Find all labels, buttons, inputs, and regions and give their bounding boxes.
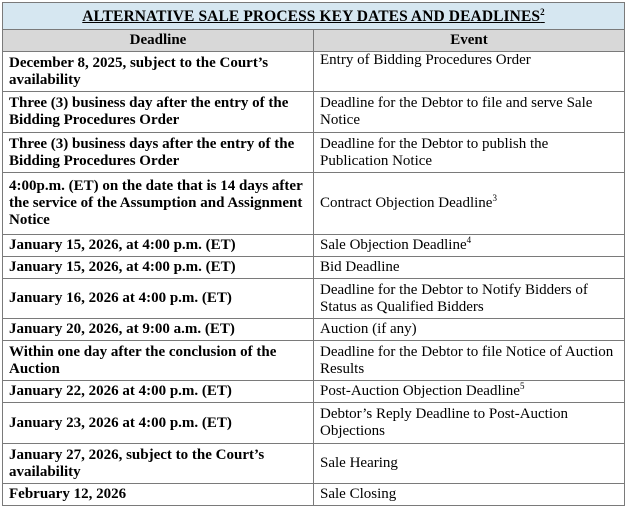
key-dates-table	[2, 2, 625, 506]
table-row	[3, 319, 625, 341]
event-cell	[314, 52, 625, 92]
event-text: Deadline for the Debtor to Notify Bidders of Status as Qualified Bidders	[320, 281, 588, 315]
event-column-header: Event	[314, 30, 625, 52]
event-cell	[314, 133, 625, 173]
table-row	[3, 92, 625, 133]
deadline-cell: Three (3) business day after the entry of the Bidding Procedures Order	[3, 92, 314, 133]
event-cell	[314, 92, 625, 133]
header-row	[3, 30, 625, 52]
deadline-cell: January 20, 2026, at 9:00 a.m. (ET)	[3, 319, 314, 341]
event-text: Contract Objection Deadline	[320, 195, 493, 211]
table-title-text: ALTERNATIVE SALE PROCESS KEY DATES AND DEADLINES	[82, 7, 541, 25]
table-row	[3, 133, 625, 173]
event-cell	[314, 319, 625, 341]
footnote-marker: 4	[466, 235, 472, 245]
table-row	[3, 52, 625, 92]
deadline-cell: February 12, 2026	[3, 484, 314, 506]
deadline-cell: Three (3) business days after the entry of the Bidding Procedures Order	[3, 133, 314, 173]
event-cell	[314, 381, 625, 403]
event-cell	[314, 235, 625, 257]
event-text: Deadline for the Debtor to publish the Publication Notice	[320, 135, 549, 169]
table-row	[3, 235, 625, 257]
deadline-cell: January 22, 2026 at 4:00 p.m. (ET)	[3, 381, 314, 403]
table-row	[3, 444, 625, 484]
deadline-cell: January 16, 2026 at 4:00 p.m. (ET)	[3, 279, 314, 319]
event-text: Auction (if any)	[320, 321, 417, 337]
table-body	[3, 52, 625, 506]
event-text: Sale Hearing	[320, 455, 398, 471]
deadline-cell: Within one day after the conclusion of the Auction	[3, 341, 314, 381]
table-row	[3, 403, 625, 444]
footnote-marker: 3	[492, 193, 497, 203]
deadline-cell: January 15, 2026, at 4:00 p.m. (ET)	[3, 257, 314, 279]
table-row	[3, 341, 625, 381]
event-cell	[314, 257, 625, 279]
event-text: Debtor’s Reply Deadline to Post-Auction Objections	[320, 406, 569, 439]
deadline-cell: January 27, 2026, subject to the Court’s availability	[3, 444, 314, 484]
table-row	[3, 279, 625, 319]
event-text: Sale Objection Deadline	[320, 237, 467, 253]
event-cell	[314, 484, 625, 506]
table-row	[3, 381, 625, 403]
event-cell	[314, 341, 625, 381]
event-cell	[314, 173, 625, 235]
event-text: Deadline for the Debtor to file Notice of Auction Results	[320, 343, 614, 377]
deadline-cell: December 8, 2025, subject to the Court’s availability	[3, 52, 314, 92]
event-cell	[314, 444, 625, 484]
event-text: Deadline for the Debtor to file and serve Sale Notice	[320, 95, 593, 128]
event-cell	[314, 403, 625, 444]
deadline-cell: 4:00p.m. (ET) on the date that is 14 days after the service of the Assumption and Assignment Notice	[3, 173, 314, 235]
table-row	[3, 257, 625, 279]
event-cell	[314, 279, 625, 319]
table-row	[3, 173, 625, 235]
event-text: Bid Deadline	[320, 259, 400, 275]
deadline-column-header: Deadline	[3, 30, 314, 52]
footnote-marker: 5	[519, 381, 525, 391]
deadline-cell: January 15, 2026, at 4:00 p.m. (ET)	[3, 235, 314, 257]
title-footnote-marker: 2	[540, 6, 545, 17]
event-text: Entry of Bidding Procedures Order	[320, 52, 531, 68]
table-row	[3, 484, 625, 506]
event-text: Sale Closing	[320, 486, 397, 502]
deadline-cell: January 23, 2026 at 4:00 p.m. (ET)	[3, 403, 314, 444]
title-row	[3, 3, 625, 30]
event-text: Post-Auction Objection Deadline	[320, 383, 520, 399]
table-title	[3, 3, 625, 30]
